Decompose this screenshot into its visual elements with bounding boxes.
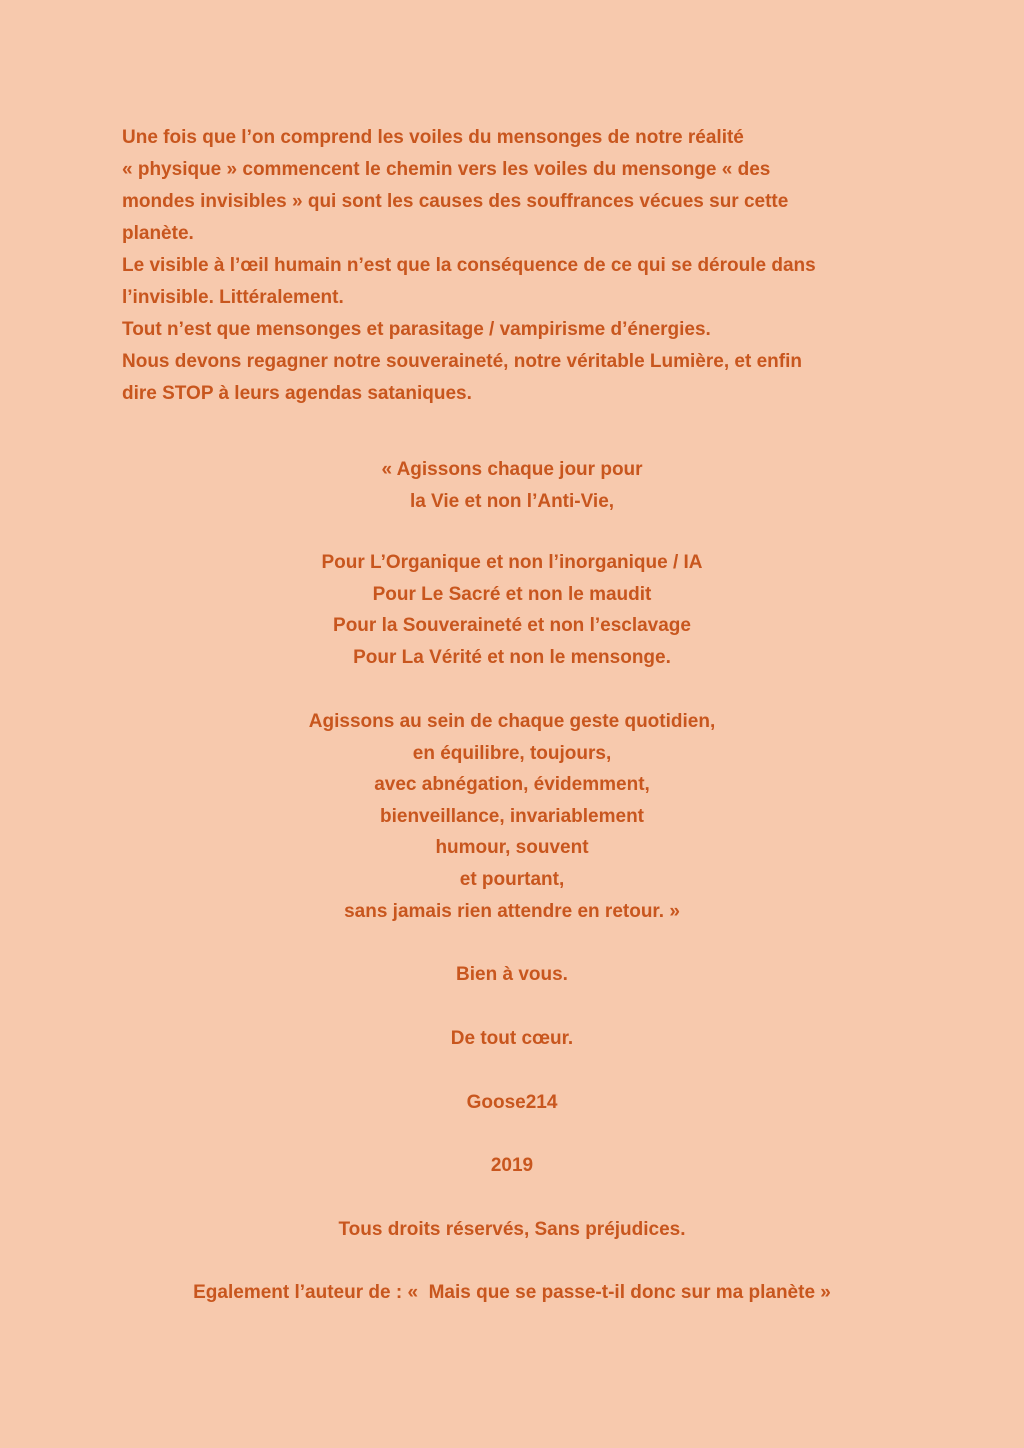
poem-stanza-3 — [0, 706, 1024, 927]
intro-line: l’invisible. Littéralement. — [122, 287, 344, 308]
poem-line: Pour la Souveraineté et non l’esclavage — [333, 615, 691, 637]
intro-paragraph — [122, 122, 902, 410]
intro-line: Une fois que l’on comprend les voiles du mensonges de notre réalité — [122, 127, 744, 148]
poem-line: « Agissons chaque jour pour — [381, 459, 643, 480]
intro-line: Le visible à l’œil humain n’est que la conséquence de ce qui se déroule dans — [122, 255, 816, 276]
poem-line: et pourtant, — [459, 868, 565, 890]
poem-line: la Vie et non l’Anti-Vie, — [409, 490, 615, 512]
intro-line: Tout n’est que mensonges et parasitage / vampirisme d’énergies. — [122, 319, 711, 340]
author-signature: Goose214 — [466, 1092, 558, 1113]
poem-line: Pour L’Organique et non l’inorganique / IA — [321, 552, 703, 573]
intro-line: mondes invisibles » qui sont les causes des souffrances vécues sur cette — [122, 191, 789, 212]
year: 2019 — [490, 1155, 534, 1176]
poem-line: Agissons au sein de chaque geste quotidien, — [308, 711, 716, 732]
closing-sign-off: De tout cœur. — [450, 1028, 574, 1049]
poem-line: Pour Le Sacré et non le maudit — [372, 583, 652, 605]
poem-line: en équilibre, toujours, — [412, 742, 612, 764]
intro-line: planète. — [122, 223, 194, 244]
also-by-author: Egalement l’auteur de : « Mais que se passe-t-il donc sur ma planète » — [193, 1282, 831, 1303]
poem-stanza-2 — [0, 547, 1024, 673]
rights-notice: Tous droits réservés, Sans préjudices. — [338, 1219, 686, 1240]
intro-line: Nous devons regagner notre souveraineté, notre véritable Lumière, et enfin — [122, 351, 802, 372]
poem-line: avec abnégation, évidemment, — [374, 774, 650, 796]
intro-line: dire STOP à leurs agendas sataniques. — [122, 383, 472, 404]
poem-line: Pour La Vérité et non le mensonge. — [353, 646, 671, 668]
poem-line: humour, souvent — [435, 837, 589, 859]
poem-line: bienveillance, invariablement — [380, 805, 644, 827]
poem-line: sans jamais rien attendre en retour. » — [344, 900, 680, 922]
poem-stanza-1 — [0, 454, 1024, 517]
closing-greeting: Bien à vous. — [456, 964, 568, 985]
intro-line: « physique » commencent le chemin vers les voiles du mensonge « des — [122, 159, 771, 180]
